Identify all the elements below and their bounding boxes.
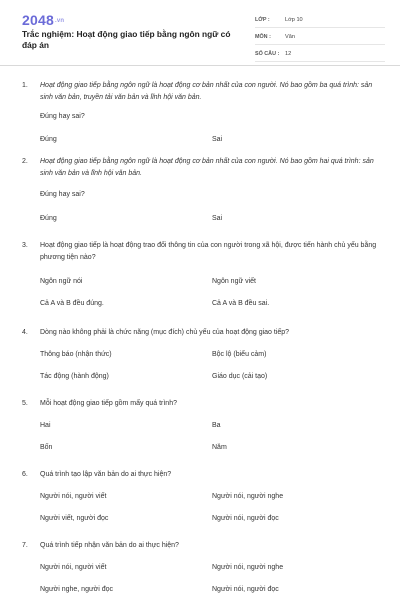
answer-option[interactable]: Người nói, người đọc — [212, 586, 279, 593]
answer-option[interactable]: Sai — [212, 136, 223, 143]
question-text: Quá trình tạo lập văn bản do ai thực hiện? — [40, 471, 172, 478]
meta-label: SỐ CÂU : — [255, 51, 280, 57]
question-number: 7. — [22, 542, 28, 549]
question-prompt: Đúng hay sai? — [40, 113, 85, 120]
meta-value: Lớp 10 — [285, 17, 303, 23]
page-title: Trắc nghiệm: Hoạt động giao tiếp bằng ngôn ngữ có đáp án — [22, 29, 231, 50]
question-number: 3. — [22, 242, 28, 249]
meta-row-subject — [255, 31, 385, 45]
question-number: 5. — [22, 400, 28, 407]
meta-row-class — [255, 14, 385, 28]
answer-option[interactable]: Thông báo (nhận thức) — [40, 351, 112, 358]
site-logo[interactable] — [22, 12, 64, 28]
question-text: Hoạt động giao tiếp bằng ngôn ngữ là hoạt động cơ bản nhất của con người. Nó bao gồm hai quá trình: sản sinh văn bản và lĩnh hội văn bản. — [40, 158, 374, 177]
answer-option[interactable]: Người nói, người viết — [40, 493, 107, 500]
question-number: 1. — [22, 82, 28, 89]
answer-option[interactable]: Bốn — [40, 444, 53, 451]
answer-option[interactable]: Đúng — [40, 136, 57, 143]
meta-info — [255, 14, 385, 65]
question-text: Quá trình tiếp nhận văn bản do ai thực hiện? — [40, 542, 179, 549]
question-text: Dòng nào không phải là chức năng (mục đích) chủ yếu của hoạt động giao tiếp? — [40, 329, 290, 336]
question-number: 2. — [22, 158, 28, 165]
answer-option[interactable]: Ngôn ngữ nói — [40, 278, 83, 285]
answer-option[interactable]: Người nghe, người đọc — [40, 586, 114, 593]
answer-option[interactable]: Người viết, người đọc — [40, 515, 109, 522]
question-text: Mỗi hoạt động giao tiếp gồm mấy quá trình? — [40, 400, 177, 407]
answer-option[interactable]: Năm — [212, 444, 227, 451]
question-prompt: Đúng hay sai? — [40, 191, 85, 198]
question-number: 6. — [22, 471, 28, 478]
answer-option[interactable]: Bộc lộ (biểu cảm) — [212, 351, 267, 358]
meta-label: MÔN : — [255, 34, 271, 40]
logo-main: 2048 — [22, 12, 54, 28]
answer-option[interactable]: Ngôn ngữ viết — [212, 278, 256, 285]
question-text: Hoạt động giao tiếp là hoạt động trao đổi thông tin của con người trong xã hội, được tiến hành chủ yếu bằng phương tiện nào? — [40, 242, 377, 261]
answer-option[interactable]: Người nói, người nghe — [212, 493, 284, 500]
document-header — [0, 0, 400, 66]
answer-option[interactable]: Giáo dục (cải tạo) — [212, 373, 268, 380]
answer-option[interactable]: Người nói, người nghe — [212, 564, 284, 571]
answer-option[interactable]: Hai — [40, 422, 51, 429]
answer-option[interactable]: Cả A và B đều đúng. — [40, 300, 104, 307]
answer-option[interactable]: Cả A và B đều sai. — [212, 300, 270, 307]
answer-option[interactable]: Người nói, người đọc — [212, 515, 279, 522]
answer-option[interactable]: Tác động (hành động) — [40, 373, 109, 380]
meta-label: LỚP : — [255, 17, 270, 23]
answer-option[interactable]: Đúng — [40, 215, 57, 222]
answer-option[interactable]: Sai — [212, 215, 223, 222]
question-text: Hoạt động giao tiếp bằng ngôn ngữ là hoạt động cơ bản nhất của con người. Nó bao gồm ba quá trình: sản sinh văn bản, truyền tải văn bản và lĩnh hội văn bản. — [40, 82, 373, 101]
answer-option[interactable]: Ba — [212, 422, 221, 429]
question-number: 4. — [22, 329, 28, 336]
logo-suffix: .vn — [54, 18, 65, 25]
meta-value: 12 — [285, 51, 292, 57]
meta-row-question-count — [255, 48, 385, 62]
meta-value: Văn — [285, 34, 295, 40]
answer-option[interactable]: Người nói, người viết — [40, 564, 107, 571]
